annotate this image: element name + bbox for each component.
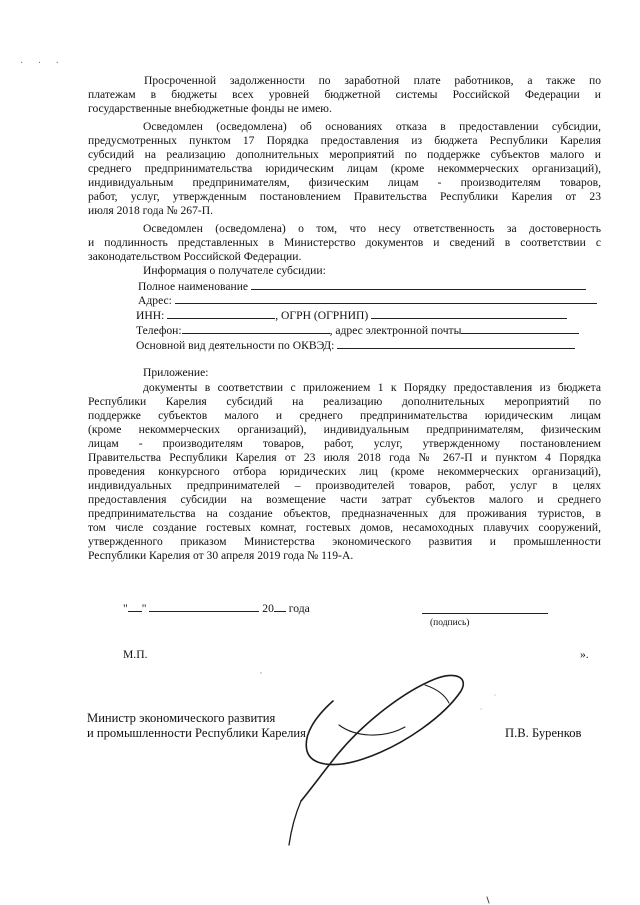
phone-email-row: [136, 324, 579, 338]
address-label: Адрес:: [138, 294, 172, 307]
ogrn-label: , ОГРН (ОГРНИП): [275, 309, 369, 322]
attachment-heading: Приложение:: [143, 366, 209, 379]
okved-row: [136, 339, 575, 353]
attachment-line-4: (кроме некоммерческих организаций), индивидуальным предпринимателям, физическим: [88, 423, 601, 436]
attachment-line-6: Правительства Республики Карелия от 23 июля 2018 года № 267-П и пунктом 4 Порядка: [88, 451, 601, 464]
attachment-line-3: поддержке субъектов малого и среднего предпринимательства юридическим лицам: [88, 409, 601, 422]
attachment-line-11: том числе создание гостевых комнат, гостевых домов, несамоходных плавучих сооружений,: [88, 521, 601, 534]
p2-line-1: Осведомлен (осведомлена) об основаниях отказа в предоставлении субсидии,: [143, 120, 601, 133]
phone-label: Телефон:: [136, 324, 182, 337]
attachment-line-7: проведения конкурсного отбора юридических лиц (кроме некоммерческих организаций),: [88, 465, 601, 478]
full-name-label: Полное наименование: [138, 280, 249, 293]
attachment-line-10: предпринимательства на создание объектов, предназначенных для проживания туристов, в: [88, 507, 601, 520]
scan-speckles: · · ·: [20, 58, 65, 69]
month-blank: [149, 602, 259, 612]
p2-line-3: субсидий на реализацию дополнительных мероприятий по поддержке субъектов малого и: [88, 148, 601, 161]
signature-caption: (подпись): [430, 618, 470, 628]
p3-line-2: и подлинность представленных в Министерство документов и сведений в соответствии с: [88, 236, 601, 249]
year-prefix: 20: [262, 602, 274, 615]
full-name-blank: [251, 280, 586, 290]
p2-line-7: июля 2018 года № 267-П.: [88, 204, 214, 217]
p2-line-5: индивидуальным предпринимателям, физическим лицам - производителям товаров,: [88, 176, 601, 189]
attachment-line-9: предоставления субсидии на возмещение части затрат субъектов малого и среднего: [88, 493, 601, 506]
attachment-line-8: индивидуальных предпринимателей – производителей товаров, работ, услуг в целях: [88, 479, 601, 492]
attachment-line-1: документы в соответствии с приложением 1 к Порядку предоставления из бюджета: [143, 381, 601, 394]
p1-line-3: государственные внебюджетные фонды не имею.: [88, 102, 332, 115]
attachment-line-5: лицам - производителям товаров, работ, услуг, утвержденному постановлением: [88, 437, 601, 450]
handwritten-signature: [255, 665, 505, 905]
p3-line-1: Осведомлен (осведомлена) о том, что несу ответственность за достоверность: [143, 222, 601, 235]
date-quote-open: ": [123, 602, 128, 615]
closing-quote: ».: [580, 648, 589, 661]
address-row: [138, 294, 597, 308]
signatory-title-line-1: Министр экономического развития: [87, 711, 276, 725]
p1-line-2: платежам в бюджеты всех уровней бюджетной системы Российской Федерации и: [88, 88, 601, 101]
email-label: , адрес электронной почты: [329, 324, 462, 337]
inn-label: ИНН:: [136, 309, 165, 322]
signatory-title-line-2: и промышленности Республики Карелия: [87, 726, 306, 740]
phone-blank: [182, 324, 330, 334]
year-suffix: года: [288, 602, 310, 615]
p2-line-6: работ, услуг, утвержденным постановлением Правительства Республики Карелия от 23: [88, 190, 601, 203]
attachment-line-13: Республики Карелия от 30 апреля 2019 года № 119-А.: [88, 549, 354, 562]
okved-blank: [337, 339, 575, 349]
p2-line-4: среднего предпринимательства юридическим лицам (кроме некоммерческих организаций),: [88, 162, 601, 175]
p1-line-1: Просроченной задолженности по заработной плате работников, а также по: [144, 74, 601, 87]
recipient-heading: Информация о получателе субсидии:: [143, 264, 326, 277]
p3-line-3: законодательством Российской Федерации.: [88, 250, 302, 263]
inn-ogrn-row: [136, 309, 567, 323]
date-quote-close: ": [141, 602, 147, 615]
p2-line-2: предусмотренных пунктом 17 Порядка предоставления из бюджета Республики Карелия: [88, 134, 601, 147]
signatory-name: П.В. Буренков: [505, 726, 582, 740]
stamp-mark: М.П.: [123, 648, 148, 661]
day-blank: [128, 602, 142, 612]
ogrn-blank: [371, 309, 567, 319]
attachment-line-2: Республики Карелия субсидий на реализацию дополнительных мероприятий по: [88, 395, 601, 408]
full-name-row: [138, 280, 586, 294]
signature-blank: [422, 613, 548, 614]
inn-blank: [167, 309, 275, 319]
email-blank: [461, 324, 579, 334]
date-line: [123, 602, 310, 616]
attachment-line-12: утвержденного приказом Министерства экономического развития и промышленности: [88, 535, 601, 548]
year-blank: [274, 602, 286, 612]
address-blank: [175, 294, 597, 304]
okved-label: Основной вид деятельности по ОКВЭД:: [136, 339, 335, 352]
